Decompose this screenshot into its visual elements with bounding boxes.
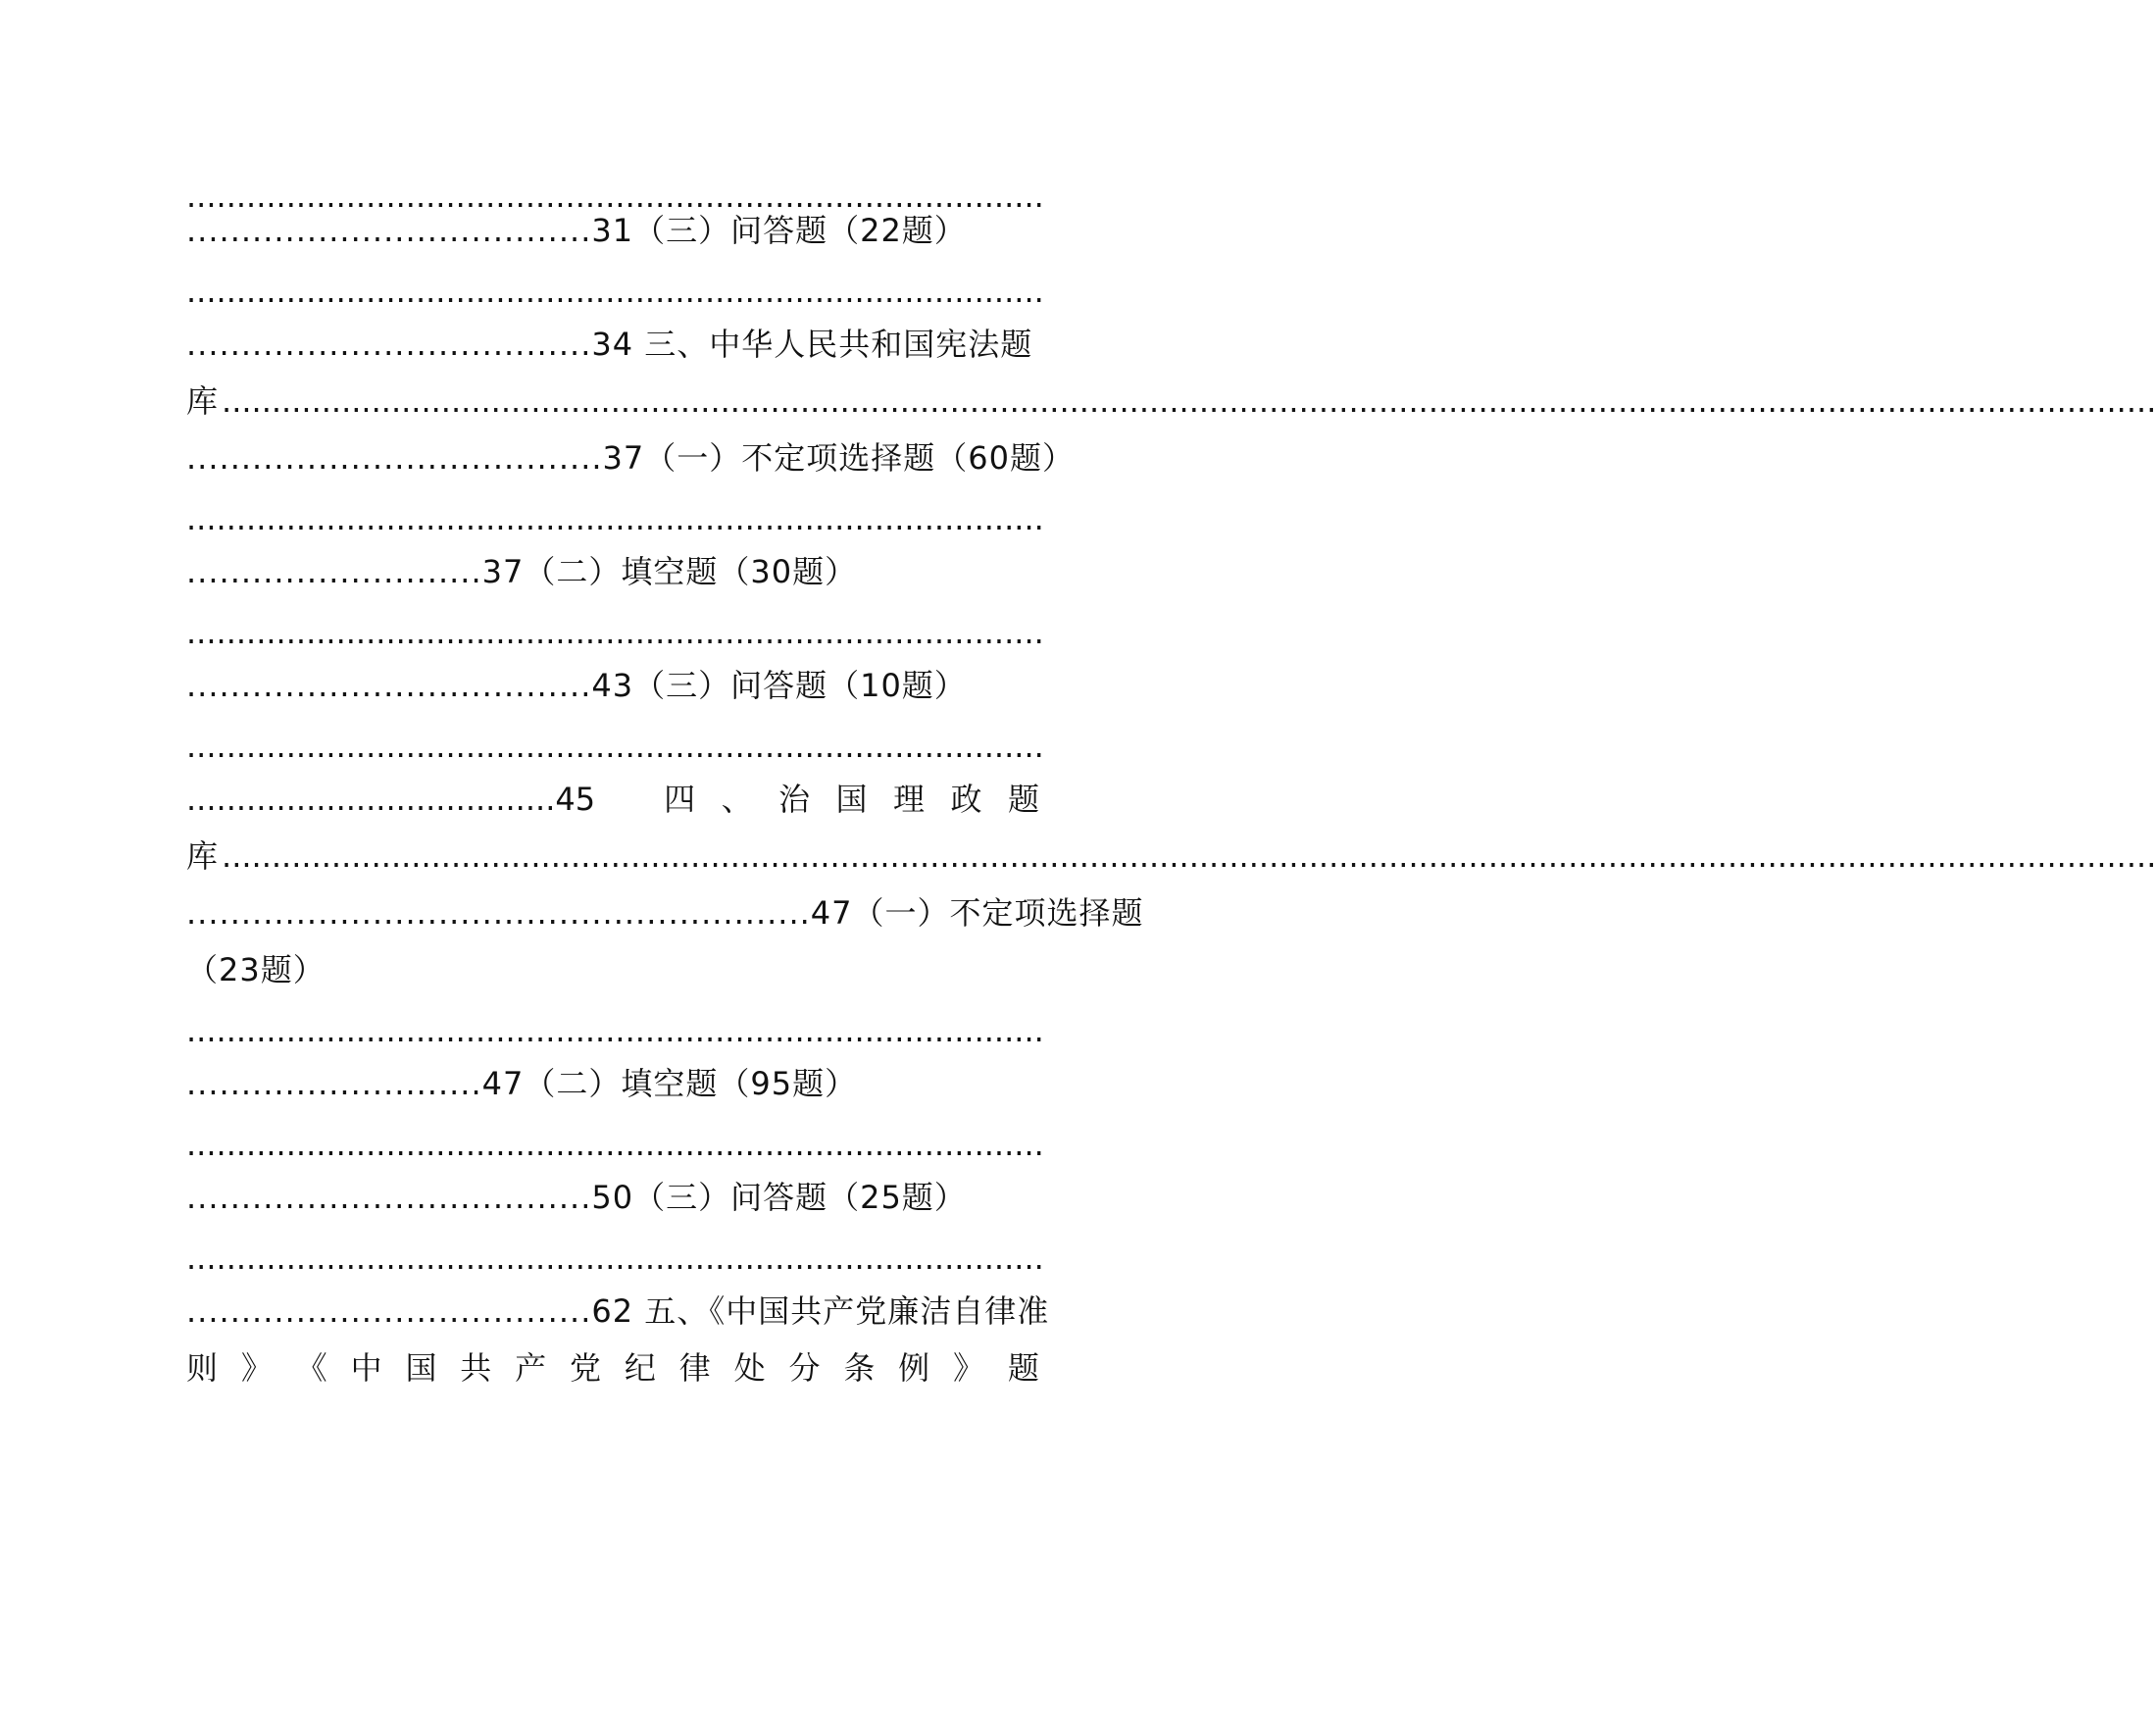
toc-entry-title: 库 bbox=[186, 382, 219, 420]
toc-entry-title: （23题） bbox=[186, 951, 326, 988]
toc-entry-title: （二）填空题（95题） bbox=[524, 1065, 858, 1102]
toc-entry-title: 五、《中国共产党廉洁自律准 bbox=[633, 1292, 1050, 1330]
title-char: 》 bbox=[953, 1349, 985, 1387]
toc-leader-line bbox=[186, 494, 1044, 543]
toc-entry-title: （三）问答题（25题） bbox=[633, 1179, 967, 1216]
title-char: 律 bbox=[678, 1349, 711, 1387]
toc-leader-line bbox=[186, 1234, 1044, 1283]
title-char: 产 bbox=[515, 1349, 547, 1387]
dot-leader: .................................................................................................................................................................................................. bbox=[222, 382, 2156, 420]
toc-entry[interactable] bbox=[186, 1059, 1039, 1108]
toc-entry[interactable] bbox=[186, 1173, 1039, 1222]
page-number: 62 bbox=[591, 1292, 634, 1330]
leader-and-page bbox=[186, 775, 595, 824]
dot-leader: .................................................................................................................................................................................................. bbox=[222, 837, 2156, 875]
toc-leader-line bbox=[186, 1120, 1044, 1169]
toc-entry-continuation[interactable] bbox=[186, 832, 2156, 881]
title-char: 纪 bbox=[624, 1349, 656, 1387]
toc-entry-title: （一）不定项选择题（60题） bbox=[644, 439, 1075, 477]
title-char: 、 bbox=[721, 781, 753, 818]
dot-leader: ...................................................................................... bbox=[186, 500, 1044, 537]
title-char: 分 bbox=[788, 1349, 821, 1387]
toc-entry[interactable] bbox=[186, 661, 1039, 710]
title-char: 治 bbox=[778, 781, 811, 818]
dot-leader: ...................................................................................... bbox=[186, 1126, 1044, 1163]
toc-entry[interactable] bbox=[186, 888, 1144, 937]
dot-leader: ........................... bbox=[186, 553, 482, 590]
dot-leader: ..................................... bbox=[186, 667, 592, 704]
title-char: 国 bbox=[835, 781, 868, 818]
page-number: 37 bbox=[602, 439, 645, 477]
title-char: 》 bbox=[240, 1349, 273, 1387]
title-char: 例 bbox=[898, 1349, 930, 1387]
dot-leader: ...................................................................................... bbox=[186, 273, 1044, 310]
page-number: 47 bbox=[481, 1065, 525, 1102]
toc-entry-title: 三、中华人民共和国宪法题 bbox=[633, 326, 1033, 363]
dot-leader: ...................................................................................... bbox=[186, 614, 1044, 651]
title-char: 党 bbox=[570, 1349, 602, 1387]
dot-leader: ..................................... bbox=[186, 326, 592, 363]
toc-leader-line bbox=[186, 608, 1044, 657]
toc-entry[interactable] bbox=[186, 547, 1039, 596]
title-char: 条 bbox=[843, 1349, 876, 1387]
page-number: 34 bbox=[591, 326, 634, 363]
dot-leader: ...................................................................................... bbox=[186, 1239, 1044, 1277]
dot-leader: ..................................... bbox=[186, 1292, 592, 1330]
title-char: 处 bbox=[733, 1349, 766, 1387]
title-char: 政 bbox=[950, 781, 982, 818]
title-char: 共 bbox=[460, 1349, 492, 1387]
dot-leader: ..................................... bbox=[186, 781, 556, 818]
toc-entry-title bbox=[186, 1343, 1039, 1392]
dot-leader: ..................................... bbox=[186, 212, 592, 249]
dot-leader: ...................................................................................... bbox=[186, 177, 1044, 215]
toc-entry-continuation[interactable] bbox=[186, 1343, 1039, 1392]
toc-leader-line bbox=[186, 722, 1044, 771]
toc-entry[interactable] bbox=[186, 433, 1075, 482]
toc-leader-line bbox=[186, 1006, 1044, 1055]
toc-entry[interactable] bbox=[186, 1287, 1050, 1336]
toc-entry-title bbox=[664, 775, 1039, 824]
title-char: 四 bbox=[664, 781, 696, 818]
dot-leader: ........................... bbox=[186, 1065, 482, 1102]
dot-leader: ..................................... bbox=[186, 1179, 592, 1216]
title-char: 《 bbox=[295, 1349, 327, 1387]
toc-entry-title: （一）不定项选择题 bbox=[852, 894, 1144, 932]
title-char: 题 bbox=[1007, 1349, 1039, 1387]
page-number: 37 bbox=[481, 553, 525, 590]
toc-entry-title: 库 bbox=[186, 837, 219, 875]
toc-entry-continuation[interactable] bbox=[186, 377, 2156, 426]
page-number: 47 bbox=[810, 894, 853, 932]
title-char: 理 bbox=[893, 781, 926, 818]
page-number: 31 bbox=[591, 212, 634, 249]
dot-leader: ...................................... bbox=[186, 439, 603, 477]
toc-entry-title: （三）问答题（22题） bbox=[633, 212, 967, 249]
page-number: 50 bbox=[591, 1179, 634, 1216]
toc-entry[interactable] bbox=[186, 206, 1039, 255]
toc-entry[interactable] bbox=[186, 320, 1039, 369]
title-char: 题 bbox=[1007, 781, 1039, 818]
toc-entry-title: （二）填空题（30题） bbox=[524, 553, 858, 590]
toc-entry[interactable] bbox=[186, 775, 1039, 824]
title-char: 国 bbox=[405, 1349, 437, 1387]
toc-entry-title: （三）问答题（10题） bbox=[633, 667, 967, 704]
toc-leader-line bbox=[186, 267, 1044, 316]
toc-entry-continuation[interactable] bbox=[186, 945, 1039, 994]
page-number: 43 bbox=[591, 667, 634, 704]
dot-leader: ...................................................................................... bbox=[186, 1012, 1044, 1049]
dot-leader: ...................................................................................... bbox=[186, 728, 1044, 765]
page-number: 45 bbox=[555, 781, 596, 818]
dot-leader: ......................................................... bbox=[186, 894, 811, 932]
title-char: 中 bbox=[350, 1349, 382, 1387]
title-char: 则 bbox=[186, 1349, 219, 1387]
